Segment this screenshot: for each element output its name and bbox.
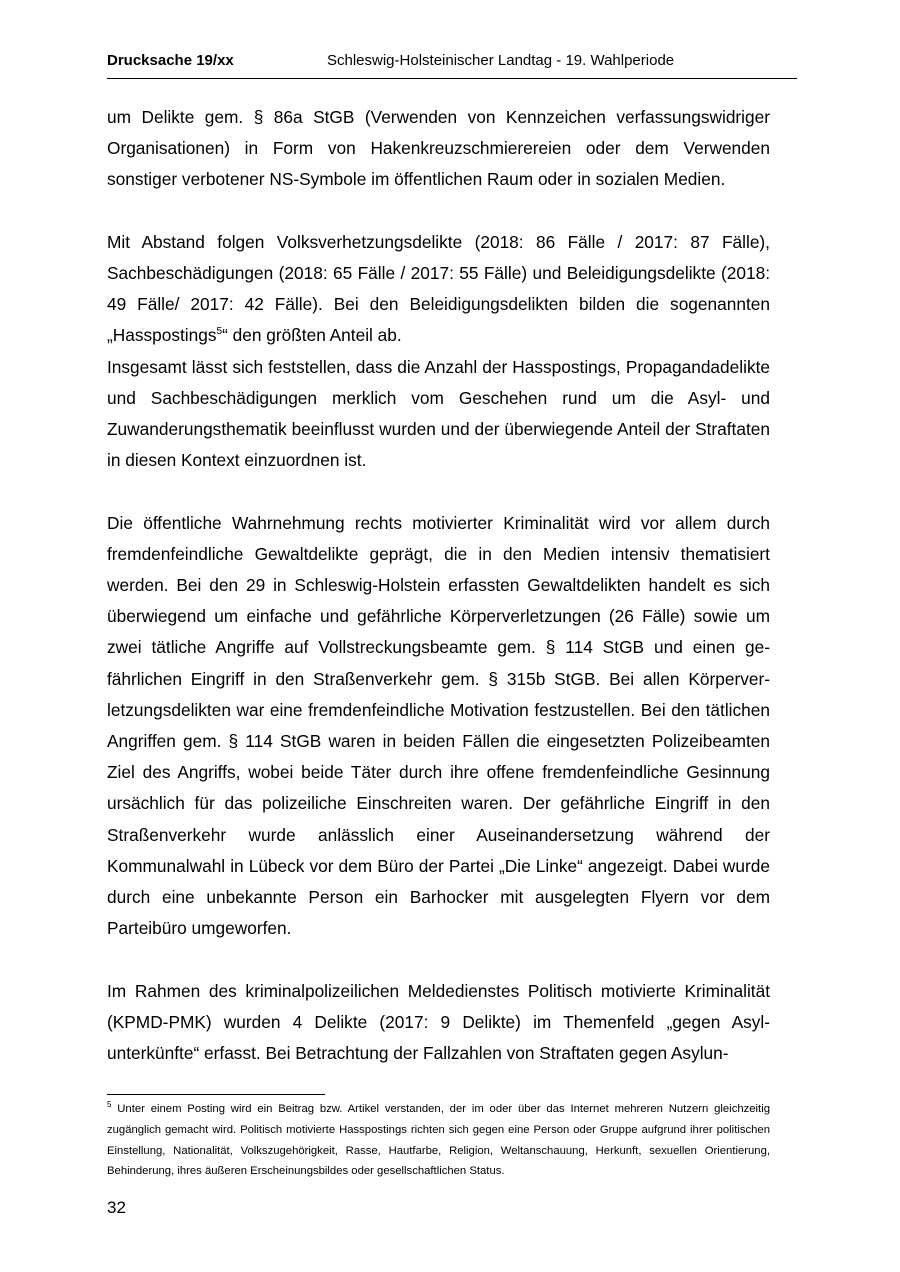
page-header — [107, 52, 797, 79]
header-institution: Schleswig-Holsteinischer Landtag - 19. Wahlperiode — [327, 52, 675, 69]
footnote-reference[interactable]: 5 — [216, 326, 223, 338]
paragraph-spacer — [107, 196, 770, 227]
page-number: 32 — [107, 1198, 126, 1217]
paragraph-4: Die öffentliche Wahrnehmung rechts motivierter Kriminalität wird vor allem durch fremdenfeindliche Gewaltdelikte geprägt, die in den Medien intensiv thematisiert werden. Bei den 29 in Schleswig-Holstein erfassten Gewaltdelikten handelt es sich überwiegend um einfache und gefährliche Körperverletzungen (26 Fälle) sowie um zwei tätliche Angriffe auf Vollstreckungsbeamte gem. § 114 StGB und einen gefährlichen Eingriff in den Straßenverkehr gem. § 315b StGB. Bei allen Körperverletzungsdelikten war eine fremdenfeindliche Motivation festzustellen. Bei den tätlichen Angriffen gem. § 114 StGB waren in beiden Fällen die eingesetzten Polizeibeamten Ziel des Angriffs, wobei beide Täter durch ihre offene fremdenfeindliche Gesinnung ursächlich für das polizeiliche Einschreiten waren. Der gefährliche Eingriff in den Straßenverkehr wurde anlässlich einer Auseinandersetzung während der Kommunalwahl in Lübeck vor dem Büro der Partei „Die Linke“ angezeigt. Dabei wurde durch eine unbekannte Person ein Barhocker mit ausgelegten Flyern vor dem Parteibüro umgeworfen. — [107, 512, 770, 939]
paragraph-2-text: Mit Abstand folgen Volksverhetzungsdelikte (2018: 86 Fälle / 2017: 87 Fälle), Sachbeschädigungen (2018: 65 Fälle / 2017: 55 Fälle) und Beleidigungsdelikte (2018: 49 Fälle/ 2017: 42 Fälle). Bei den Beleidigungsdelikten bilden die sogenannten „Hasspostings — [107, 231, 770, 346]
paragraph-1: um Delikte gem. § 86a StGB (Verwenden von Kennzeichen verfassungswidriger Organisationen) in Form von Hakenkreuzschmierereien oder dem Verwenden sonstiger verbotener NS-Symbole im öffentlichen Raum oder in sozialen Medien. — [107, 107, 770, 190]
footnote-number: 5 — [107, 1100, 112, 1110]
paragraph-2-text-end: “ den größten Anteil ab. — [222, 325, 402, 346]
footnote-text: Unter einem Posting wird ein Beitrag bzw. Artikel verstanden, der im oder über das Internet mehreren Nutzern gleichzeitig zugänglich gemacht wird. Politisch motivierte Hasspostings richten sich gegen eine Person oder Gruppe aufgrund ihrer politischen Einstellung, Nationalität, Volkszugehörigkeit, Rasse, Hautfarbe, Religion, Weltanschauung, Herkunft, sexuellen Orientierung, Behinderung, ihres äußeren Erscheinungsbildes oder gesellschaftlichen Status. — [107, 1103, 770, 1178]
main-text — [107, 102, 770, 1069]
footnote-5 — [107, 1099, 770, 1182]
footnote-separator — [107, 1094, 325, 1095]
paragraph-2 — [107, 227, 770, 352]
paragraph-5: Im Rahmen des kriminalpolizeilichen Meldedienstes Politisch motivierte Kriminalität (KPMD-PMK) wurden 4 Delikte (2017: 9 Delikte) im Themenfeld „gegen Asylunterkünfte“ erfasst. Bei Betrachtung der Fallzahlen von Straftaten gegen Asylun- — [107, 980, 770, 1064]
paragraph-spacer — [107, 476, 770, 507]
paragraph-3: Insgesamt lässt sich feststellen, dass die Anzahl der Hasspostings, Propagandadelikte und Sachbeschädigungen merklich vom Geschehen rund um die Asyl- und Zuwanderungsthematik beeinflusst wurden und der überwiegende Anteil der Straftaten in diesen Kontext einzuordnen ist. — [107, 356, 770, 471]
paragraph-spacer — [107, 944, 770, 975]
document-number: Drucksache 19/xx — [107, 52, 234, 69]
